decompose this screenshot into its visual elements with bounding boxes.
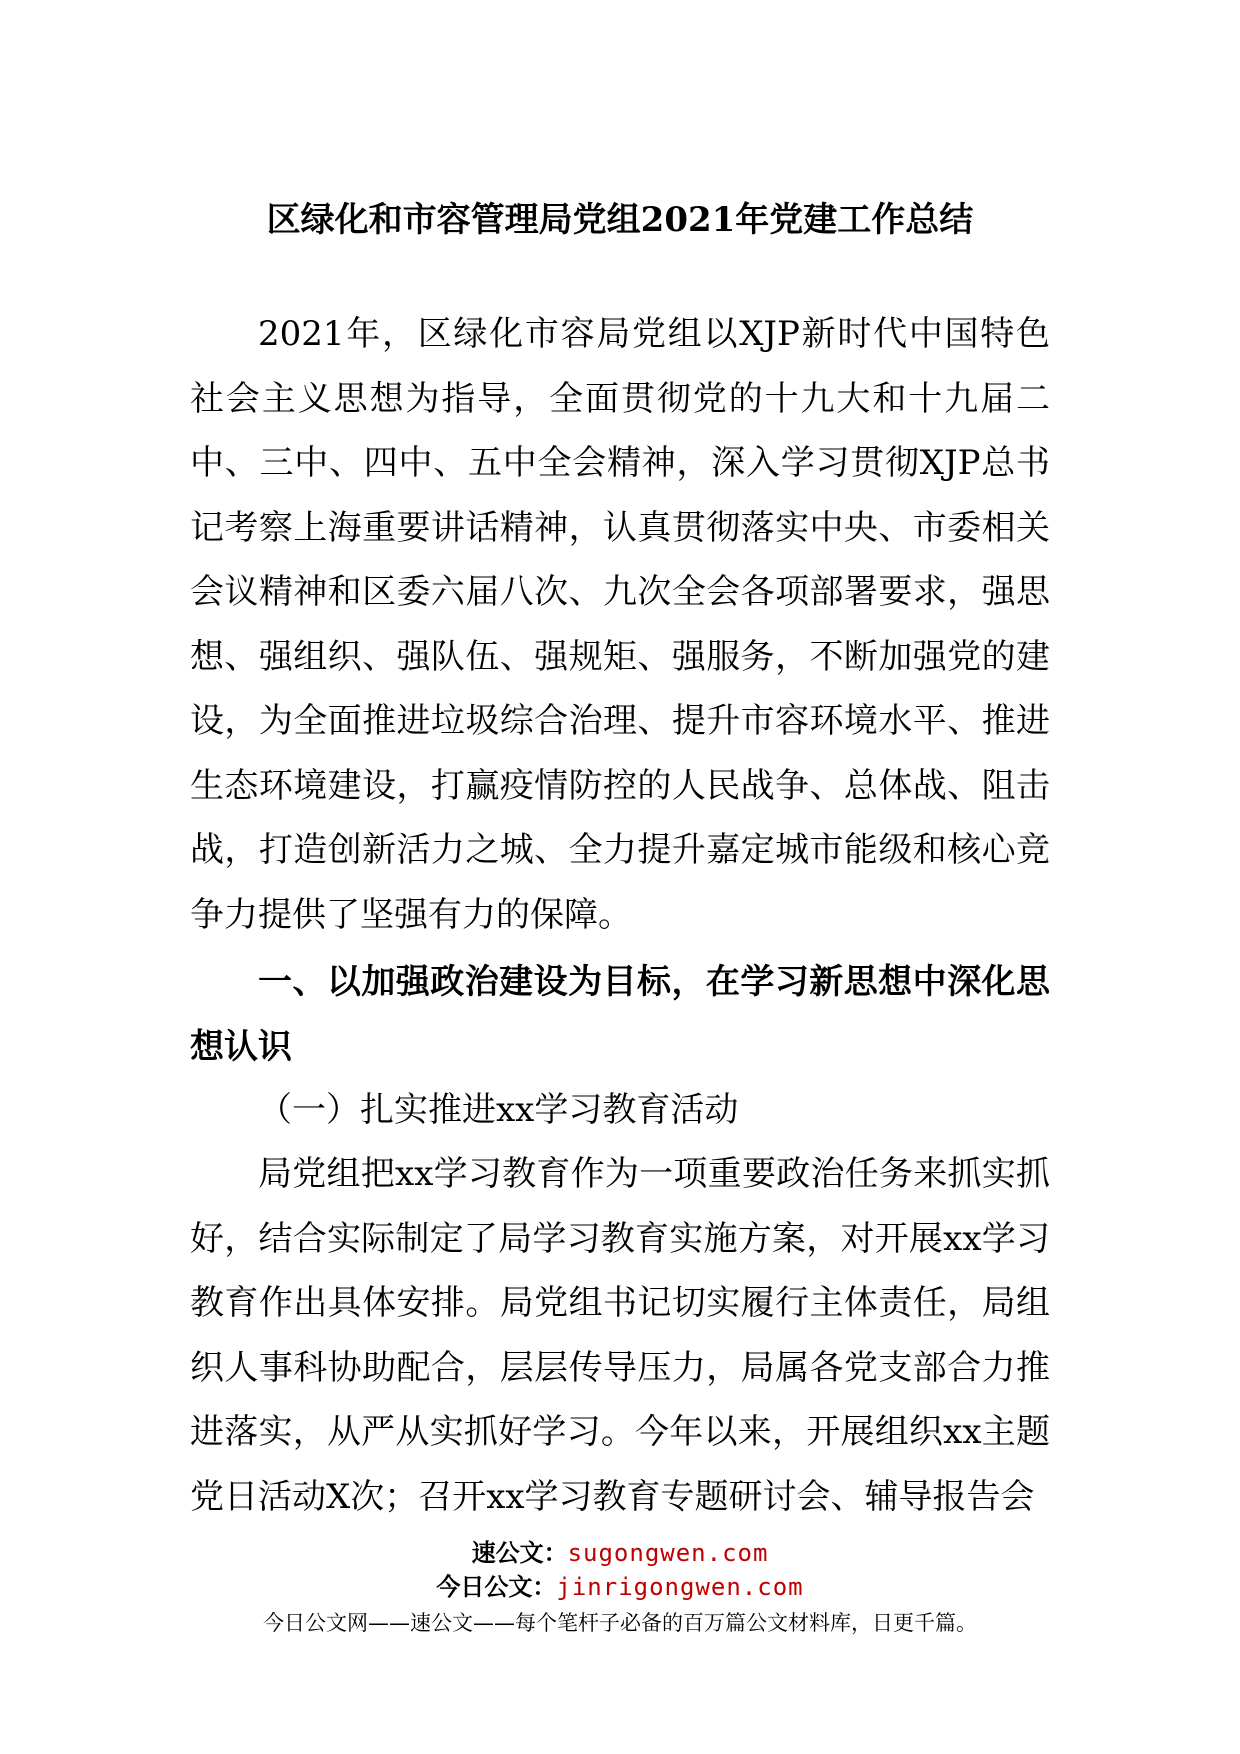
footer-link-sugongwen[interactable]: sugongwen.com	[567, 1539, 769, 1567]
footer-label-sugongwen: 速公文：	[471, 1539, 568, 1567]
footer-line-jinrigongwen	[0, 1570, 1240, 1604]
footer-slogan: 今日公文网——速公文——每个笔杆子必备的百万篇公文材料库，日更千篇。	[263, 1611, 977, 1635]
footer-label-jinrigongwen: 今日公文：	[436, 1573, 557, 1601]
footer-watermark	[0, 1536, 1240, 1638]
paragraph-intro: 2021年，区绿化市容局党组以XJP新时代中国特色社会主义思想为指导，全面贯彻党的十九大和十九届二中、三中、四中、五中全会精神，深入学习贯彻XJP总书记考察上海重要讲话精神，认真贯彻落实中央、市委相关会议精神和区委六届八次、九次全会各项部署要求，强思想、强组织、强队伍、强规矩、强服务，不断加强党的建设，为全面推进垃圾综合治理、提升市容环境水平、推进生态环境建设，打赢疫情防控的人民战争、总体战、阻击战，打造创新活力之城、全力提升嘉定城市能级和核心竞争力提供了坚强有力的保障。	[190, 314, 1050, 935]
footer-link-jinrigongwen[interactable]: jinrigongwen.com	[556, 1573, 804, 1601]
paragraph-study-education: 局党组把xx学习教育作为一项重要政治任务来抓实抓好，结合实际制定了局学习教育实施方案，对开展xx学习教育作出具体安排。局党组书记切实履行主体责任，局组织人事科协助配合，层层传导压力，局属各党支部合力推进落实，从严从实抓好学习。今年以来，开展组织xx主题党日活动X次；召开xx学习教育专题研讨会、辅导报告会	[190, 1154, 1050, 1517]
section-heading-1: 一、以加强政治建设为目标，在学习新思想中深化思想认识	[190, 962, 1050, 1067]
sub-heading-1: （一）扎实推进xx学习教育活动	[258, 1090, 739, 1130]
footer-line-sugongwen	[0, 1536, 1240, 1570]
document-title: 区绿化和市容管理局党组2021年党建工作总结	[266, 200, 974, 240]
